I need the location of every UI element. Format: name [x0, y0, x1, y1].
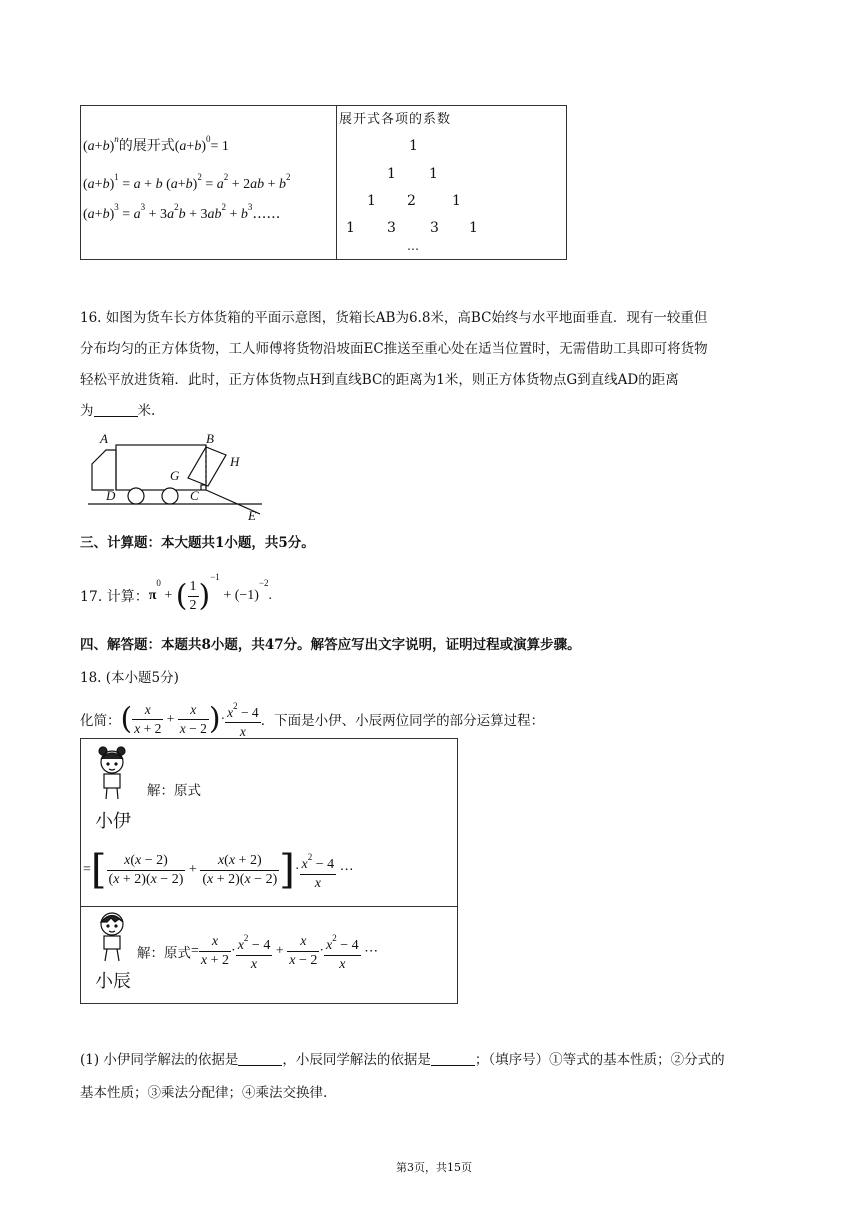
pascal-1-1: 1	[429, 166, 438, 182]
expansion-line-1: $(a+b)^n$的展开式$(a+b)^0= 1$	[83, 134, 229, 154]
part1-text-b: ，小辰同学解法的依据是	[282, 1052, 431, 1068]
label-A: A	[100, 431, 108, 446]
table-divider	[336, 106, 337, 259]
pascal-3-1: 3	[387, 220, 396, 236]
label-H: H	[230, 454, 240, 469]
row3-ellipsis: ……	[252, 206, 281, 222]
pascal-1-0: 1	[387, 166, 396, 182]
section3-title: 三、计算题：本大题共1小题，共5分。	[80, 535, 315, 551]
student2-name: 小辰	[95, 971, 131, 992]
label-G: G	[170, 468, 180, 483]
q17-label: 17. 计算：	[80, 589, 149, 605]
expansion-line-3: $(a+b)^3 = a^3 + 3a^2b + 3ab^2$ + $b^3\dots\dots$	[83, 202, 281, 222]
pascal-2-0: 1	[367, 193, 376, 209]
label-D: D	[106, 488, 116, 503]
label-E: E	[248, 508, 256, 522]
q18-part1	[80, 1044, 800, 1110]
q16-line4b: 米.	[137, 403, 156, 419]
label-C: C	[190, 488, 199, 503]
pascal-ellipsis: …	[407, 239, 419, 253]
q16-line1: 如图为货车长方体货箱的平面示意图，货箱长AB为6.8米，高BC始终与水平地面垂直．现有一较重但	[105, 310, 708, 326]
q16-number: 16.	[80, 310, 102, 326]
q17: 17. 计算：$\pi^0$ + ( $\frac{1}{2}$ )$^{-1} + (-1)^{-2}$.	[80, 572, 273, 614]
expansion-table	[80, 105, 567, 260]
answer-blank-xiaochen[interactable]	[431, 1064, 475, 1066]
student2-expression: 解：原式= $\frac{x}{x + 2}$ · $\frac{x^2 - 4}{x}$ + $\frac{x}{x - 2}$ · $\frac{x^2 - 4}{x}$ ⋯	[137, 929, 378, 974]
answer-blank-xiaoyi[interactable]	[238, 1064, 282, 1066]
expansion-line-2: $(a+b)^1 = a + b$ $(a+b)^2 = a^2 + 2ab + b^2$	[83, 172, 291, 192]
part1-text-d: 基本性质；③乘法分配律；④乘法交换律.	[80, 1085, 328, 1101]
q16-line2: 分布均匀的正方体货物，工人师傅将货物沿坡面EC推送至重心处在适当位置时，无需借助工具即可将货物	[80, 341, 708, 357]
answer-blank[interactable]	[94, 415, 138, 417]
q18-intro-tail: ．下面是小伊、小辰两位同学的部分运算过程：	[260, 713, 545, 729]
student1-expression: =[ $\frac{x(x - 2)}{(x + 2)(x - 2)}$ + $\frac{x(x + 2)}{(x + 2)(x - 2)}$ ]· $\frac{x^2 - 4}{x}$ ⋯	[83, 847, 354, 893]
q18-intro: 化简：( $\frac{x}{x + 2}$ + $\frac{x}{x - 2}$ )· $\frac{x^2 - 4}{x}$ ．下面是小伊、小辰两位同学的部分运算过程：	[80, 697, 544, 741]
pascal-3-0: 1	[346, 220, 355, 236]
part1-text-a: (1) 小伊同学解法的依据是	[80, 1052, 239, 1068]
q16-block	[80, 303, 810, 427]
truck-figure	[84, 430, 284, 522]
girl-avatar-icon	[95, 745, 129, 801]
part1-text-c: ；（填序号）①等式的基本性质；②分式的	[474, 1052, 725, 1068]
row1-eq: = 1	[210, 139, 229, 154]
q18-intro-label: 化简：	[80, 713, 121, 729]
q16-line4a: 为	[80, 403, 94, 419]
q16-line3: 轻松平放进货箱．此时，正方体货物点H到直线BC的距离为1米，则正方体货物点G到直线AD的距离	[80, 372, 679, 388]
page-footer: 第3页，共15页	[396, 1161, 472, 1174]
pascal-3-2: 3	[430, 220, 439, 236]
student2-solution-label: 解：原式	[137, 945, 191, 962]
label-B: B	[206, 431, 214, 446]
coef-header: 展开式各项的系数	[339, 112, 452, 127]
boy-avatar-icon	[95, 911, 129, 963]
row1-text: 的展开式	[118, 138, 175, 154]
solution-box	[80, 738, 458, 1004]
student1-solution-label: 解：原式	[147, 783, 201, 799]
solution-divider	[81, 906, 457, 907]
section4-title: 四、解答题：本题共8小题，共47分。解答应写出文字说明，证明过程或演算步骤。	[80, 637, 581, 653]
pascal-0-0: 1	[409, 138, 418, 154]
q18-title: 18. (本小题5分)	[80, 670, 179, 686]
pascal-2-1: 2	[407, 193, 416, 209]
pascal-2-2: 1	[452, 193, 461, 209]
pascal-3-3: 1	[469, 220, 478, 236]
student1-name: 小伊	[95, 811, 131, 832]
